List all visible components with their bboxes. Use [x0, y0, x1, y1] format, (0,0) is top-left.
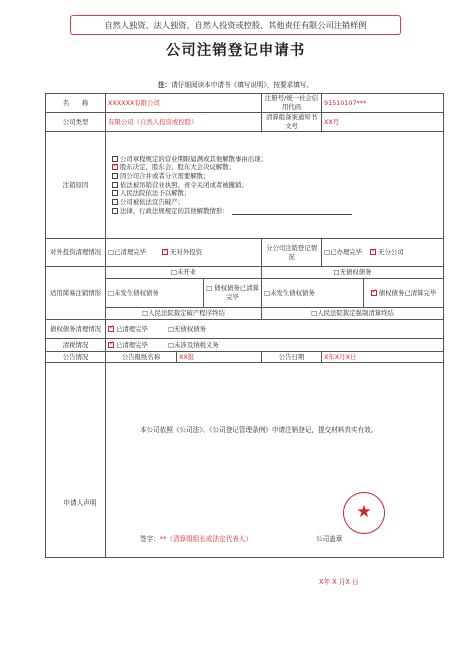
reason-option-text: 公司章程规定的营业期限届满或其他解散事由出现；	[120, 154, 267, 163]
reason-option-text: 法律、行政法规规定的其他解散情形：	[120, 206, 229, 215]
notice-date-label: 公告日期	[262, 352, 322, 363]
no-debt-occurred-a[interactable]: □未发生债权债务	[106, 279, 204, 308]
declaration-label-cell	[46, 363, 106, 558]
claims-option-2[interactable]: □无债权债务	[168, 324, 206, 333]
credit-code-value: 91510107***	[322, 94, 444, 113]
debt-cleared-a[interactable]: □ 债权债务已清算完毕	[204, 279, 262, 308]
checked-checkbox-icon[interactable]	[371, 290, 377, 296]
forced-liquidation-option[interactable]: □人民法院裁定强制清算终结	[262, 308, 444, 320]
tax-option-1[interactable]: ✓ 已清理完毕	[108, 341, 148, 349]
star-icon: ★	[356, 502, 372, 522]
deregistration-form-table	[45, 93, 444, 558]
investment-option-1[interactable]: □已清理完毕	[108, 248, 146, 257]
notice-date-value: X年X月X日	[322, 352, 444, 363]
notice-paper-value: XX报	[177, 352, 262, 363]
reason-options	[106, 132, 444, 239]
company-type-value: 有限公司（自然人投资或控股）	[106, 113, 262, 132]
notice-label: 公告情况	[46, 352, 106, 363]
tax-option-2[interactable]: □未涉及纳税义务	[168, 340, 219, 349]
reason-option-text: 因公司合并或者分立需要解散；	[120, 172, 210, 181]
checkbox-icon[interactable]	[112, 199, 118, 205]
declaration-text: 本公司依照《公司法》、《公司登记管理条例》申请注销登记，提交材料真实有效。	[140, 426, 378, 434]
debt-cleared-b[interactable]: ✓ 债权债务已清算完毕	[364, 279, 444, 308]
investment-cleanup-label: 对外投资清理情况	[46, 239, 106, 267]
signature-value: **（清算组组长或法定代表人）	[159, 535, 253, 543]
company-type-label: 公司类型	[46, 113, 106, 132]
tax-clearance-label: 清税情况	[46, 339, 106, 352]
company-seal-stamp	[343, 492, 385, 534]
branch-cancel-options	[322, 239, 444, 267]
branch-cancel-label: 分公司注销登记情况	[262, 239, 322, 267]
checkbox-icon[interactable]	[112, 208, 118, 214]
not-opened-option[interactable]: □未开业	[106, 267, 262, 279]
company-seal-label: 公司盖章	[316, 535, 343, 543]
reason-label: 注销原因	[46, 132, 106, 239]
credit-code-label: 注册号/统一社会信用代码	[262, 94, 322, 113]
note-prefix: 注：	[158, 81, 172, 89]
branch-option-1[interactable]: □已办理完毕	[324, 248, 363, 257]
claims-option-1[interactable]: ✓ 已清理完毕	[108, 325, 148, 333]
fill-instruction	[0, 79, 471, 89]
reason-option[interactable]	[112, 207, 441, 216]
checkbox-icon[interactable]	[112, 173, 118, 179]
investment-option-2[interactable]: ✓ 无对外投资	[162, 248, 202, 256]
reason-option[interactable]	[112, 198, 441, 207]
investment-cleanup-options	[106, 239, 262, 267]
declaration-cell	[106, 363, 444, 558]
checkbox-icon[interactable]	[112, 156, 118, 162]
checkbox-icon[interactable]	[112, 190, 118, 196]
company-name-value: XXXXXX有限公司	[106, 94, 262, 113]
checked-checkbox-icon[interactable]	[112, 164, 118, 170]
signature-label: 签字：	[140, 535, 160, 543]
checked-checkbox-icon[interactable]	[108, 326, 114, 332]
checkbox-icon[interactable]	[112, 182, 118, 188]
signature-line	[140, 533, 252, 543]
other-reason-blank[interactable]	[232, 214, 352, 215]
checked-checkbox-icon[interactable]	[162, 249, 168, 255]
filing-number-value: XX号	[322, 113, 444, 132]
reason-option[interactable]	[112, 163, 441, 172]
declaration-label: 申请人声明	[63, 499, 97, 507]
simple-cancel-label: 适用简易注销情形	[46, 267, 106, 320]
claims-cleanup-options	[106, 320, 444, 339]
reason-option-text: 人民法院依法予以解散；	[120, 189, 191, 198]
checked-checkbox-icon[interactable]	[370, 249, 376, 255]
tax-clearance-options	[106, 339, 444, 352]
note-text: 请仔细阅读本申请书《填写说明》，按要求填写。	[171, 81, 313, 89]
reason-option-text: 股东决定、股东会、股东大会决议解散；	[120, 163, 236, 172]
no-debt-occurred-b[interactable]: □未发生债权债务	[262, 279, 364, 308]
branch-option-2[interactable]: ✓ 无分公司	[370, 248, 404, 256]
signature-date: X年 X 月X 日	[319, 578, 359, 586]
bankruptcy-termination-option[interactable]: □人民法院裁定破产程序终结	[106, 308, 262, 320]
page-title: 公司注销登记申请书	[165, 43, 306, 59]
checked-checkbox-icon[interactable]	[108, 342, 114, 348]
notice-paper-label: 公告报纸名称	[106, 352, 177, 363]
company-name-label: 名 称	[46, 94, 106, 113]
filing-number-label: 清算组备案通知书文号	[262, 113, 322, 132]
reason-option-text: 依法被吊销营业执照、责令关闭或者被撤销；	[120, 180, 248, 189]
reason-option[interactable]	[112, 172, 441, 181]
reason-option[interactable]	[112, 189, 441, 198]
claims-cleanup-label: 债权债务清理情况	[46, 320, 106, 339]
no-debt-option[interactable]: □无债权债务	[262, 267, 444, 279]
reason-option-text: 公司被依法宣告破产；	[120, 197, 184, 206]
example-banner: 自然人独资、法人独资、自然人投资或控股、其他责任有限公司注销样例	[70, 15, 401, 35]
